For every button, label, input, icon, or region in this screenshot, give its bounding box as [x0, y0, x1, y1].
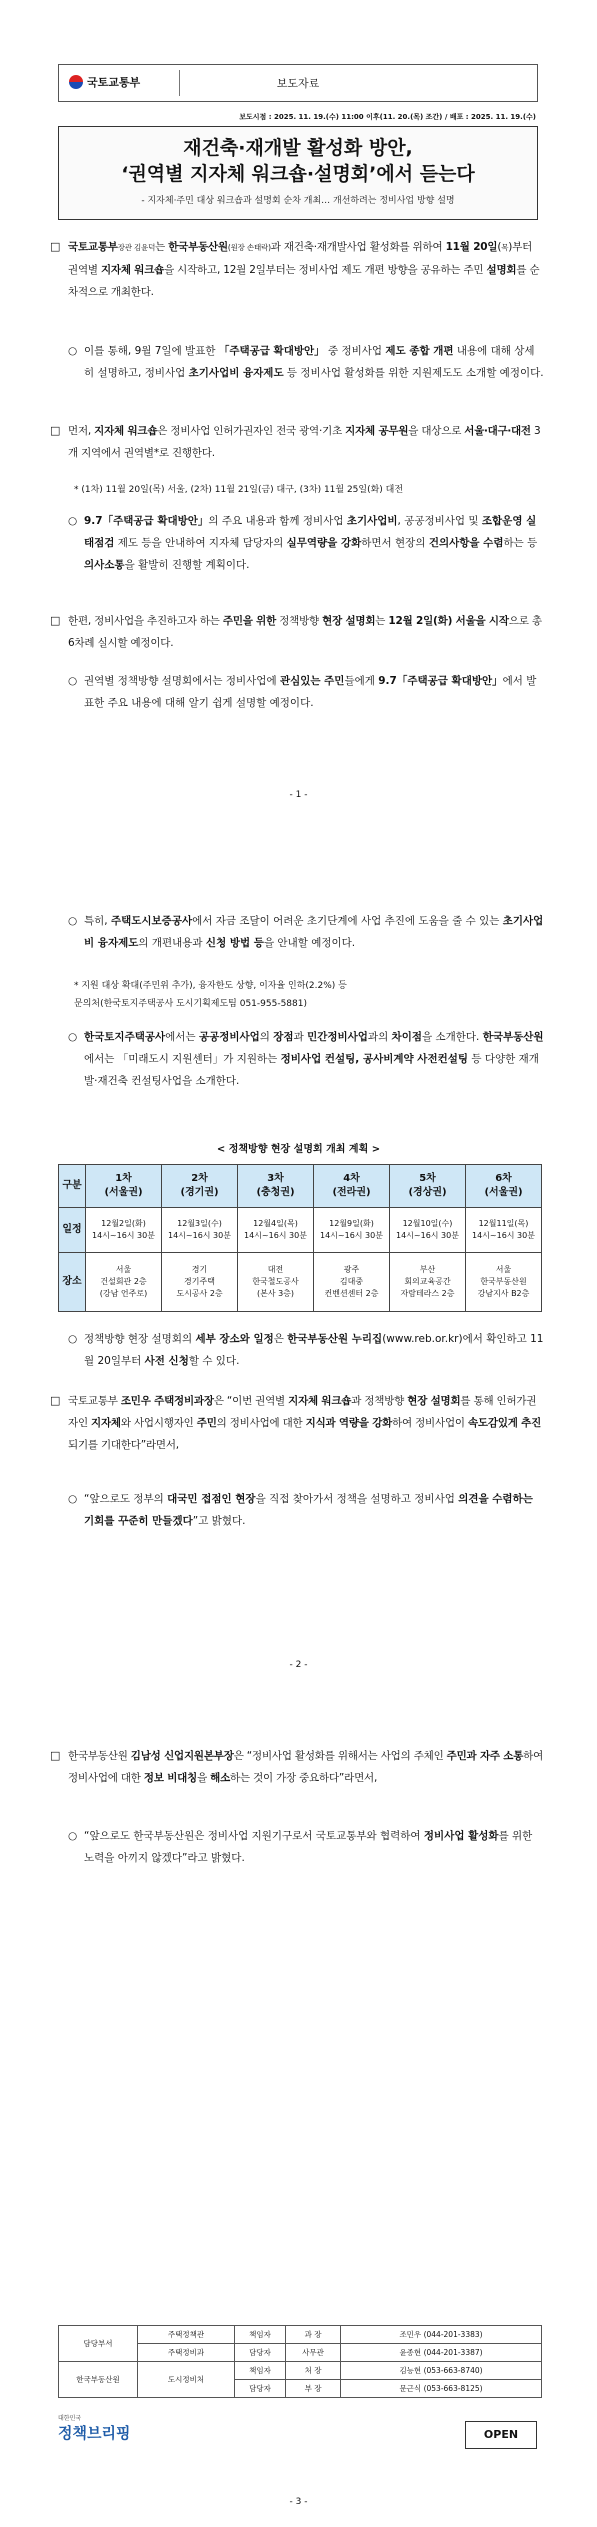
- section-1: □ 한국부동산원 김남성 신업지원본부장은 “정비사업 활성화를 위해서는 사업의 주체인 주민과 자주 소통하여 정비사업에 대한 정보 비대칭을 해소하는 것이 가장 중요하다”라면서,: [50, 1745, 544, 1789]
- square-bullet-icon: □: [50, 240, 61, 253]
- circle-bullet-icon: ○: [68, 675, 78, 687]
- table-header-cell: 구분: [59, 1165, 86, 1208]
- section-4: □ 국토교통부 조민우 주택정비과장은 “이번 권역별 지자체 워크숍과 정책방향 현장 설명회를 통해 인허가권자인 지자체와 사업시행자인 주민의 정비사업에 대한 지식과 역량을 강화하여 정비사업이 속도감있게 추진되기를 기대한다”라면서,: [50, 1390, 544, 1456]
- table-cell: 처 장: [286, 2362, 341, 2380]
- table-cell: 김능현 (053-663-8740): [341, 2362, 542, 2380]
- table-cell: 책임자: [235, 2362, 286, 2380]
- table-cell: 책임자: [235, 2326, 286, 2344]
- circle-bullet-icon: ○: [68, 515, 78, 527]
- square-bullet-icon: □: [50, 614, 61, 627]
- paragraph-3-sub: ○ 권역별 정책방향 설명회에서는 정비사업에 관심있는 주민들에게 9.7「주택공급 확대방안」에서 발표한 주요 내용에 대해 알기 쉽게 설명할 예정이다.: [68, 670, 544, 714]
- title-line-2: ‘권역별 지자체 워크숍·설명회’에서 듣는다: [121, 163, 475, 185]
- title-line-1: 재건축·재개발 활성화 방안,: [183, 137, 413, 159]
- table-cell: 경기 경기주택 도시공사 2층: [162, 1253, 238, 1312]
- table-cell: 담당자: [235, 2344, 286, 2362]
- circle-bullet-icon: ○: [68, 1031, 78, 1043]
- paragraph-3: □ 한편, 정비사업을 추진하고자 하는 주민을 위한 정책방향 현장 설명회는 12월 2일(화) 서울을 시작으로 총 6차례 실시할 예정이다.: [50, 610, 544, 654]
- table-cell: 12월4일(목) 14시~16시 30분: [238, 1208, 314, 1253]
- table-header-cell: 1차 (서울권): [86, 1165, 162, 1208]
- section-1-sub: ○ “앞으로도 한국부동산원은 정비사업 지원기구로서 국토교통부와 협력하여 정비사업 활성화를 위한 노력을 아끼지 않겠다”라고 밝혔다.: [68, 1825, 544, 1869]
- table-row: [59, 1208, 542, 1253]
- schedule-table: [58, 1164, 542, 1312]
- square-bullet-icon: □: [50, 424, 61, 437]
- title-box: [58, 126, 538, 220]
- ministry-logo: 국토교통부: [69, 74, 140, 90]
- table-cell: 사무관: [286, 2344, 341, 2362]
- subtitle: - 지자체·주민 대상 워크숍과 설명회 순차 개최… 개선하려는 정비사업 방향 설명: [141, 196, 455, 206]
- table-cell: 부 장: [286, 2380, 341, 2398]
- contacts-table: [58, 2325, 542, 2398]
- table-cell: 대전 한국철도공사 (본사 3층): [238, 1253, 314, 1312]
- table-cell: 주택정책관: [138, 2326, 235, 2344]
- section-4-sub: ○ “앞으로도 정부의 대국민 접점인 현장을 직접 찾아가서 정책을 설명하고 정비사업 의견을 수렴하는 기회를 꾸준히 만들겠다”고 밝혔다.: [68, 1488, 544, 1532]
- table-header-cell: 5차 (경상권): [390, 1165, 466, 1208]
- table-cell: 담당부서: [59, 2326, 138, 2362]
- table-cell: 도시정비처: [138, 2362, 235, 2398]
- table-header-cell: 6차 (서울권): [466, 1165, 542, 1208]
- paragraph-2-sub: ○ 9.7「주택공급 확대방안」의 주요 내용과 함께 정비사업 초기사업비, 공공정비사업 및 조합운영 실태점검 제도 등을 안내하여 지자체 담당자의 실무역량을 강화하면서 현장의 건의사항을 수렴하는 등 의사소통을 활발히 진행할 계획이다.: [68, 510, 544, 576]
- table-cell: 조민우 (044-201-3383): [341, 2326, 542, 2344]
- page-number: - 1 -: [289, 790, 308, 800]
- paragraph-2-note: * (1차) 11월 20일(목) 서울, (2차) 11월 21일(금) 대구, (3차) 11월 25일(화) 대전: [74, 485, 404, 495]
- embargo-line: 보도시점 : 2025. 11. 19.(수) 11:00 이후(11. 20.(목) 조간) / 배포 : 2025. 11. 19.(수): [239, 113, 536, 121]
- circle-bullet-icon: ○: [68, 345, 78, 357]
- section-3: ○ 정책방향 현장 설명회의 세부 장소와 일정은 한국부동산원 누리집(www.reb.or.kr)에서 확인하고 11월 20일부터 사전 신청할 수 있다.: [68, 1328, 544, 1372]
- paragraph-1-sub: ○ 이를 통해, 9월 7일에 발표한 「주택공급 확대방안」 중 정비사업 제도 종합 개편 내용에 대해 상세히 설명하고, 정비사업 초기사업비 융자제도 등 정비사업 활성화를 위한 지원제도도 소개할 예정이다.: [68, 340, 544, 384]
- table-row: [59, 1253, 542, 1312]
- table-title: < 정책방향 현장 설명회 개최 계획 >: [216, 1144, 381, 1155]
- table-cell: 서울 건설회관 2층 (강남 언주로): [86, 1253, 162, 1312]
- table-cell: 12월3일(수) 14시~16시 30분: [162, 1208, 238, 1253]
- table-header-cell: 3차 (충청권): [238, 1165, 314, 1208]
- table-row-header: 일정: [59, 1208, 86, 1253]
- table-cell: 윤종현 (044-201-3387): [341, 2344, 542, 2362]
- section-2: ○ 한국토지주택공사에서는 공공정비사업의 장점과 민간정비사업과의 차이점을 소개한다. 한국부동산원에서는 「미래도시 지원센터」가 지원하는 정비사업 컨설팅, 공사비계약 사전컨설팅 등 다양한 재개발‧재건축 컨설팅사업을 소개한다.: [68, 1026, 544, 1092]
- table-cell: 담당자: [235, 2380, 286, 2398]
- table-header-row: [59, 1165, 542, 1208]
- paragraph-1: □ 국토교통부장관 김윤덕는 한국부동산원(원장 손태락)과 재건축‧재개발사업 활성화를 위하여 11월 20일(목)부터 권역별 지자체 워크숍을 시작하고, 12월 2일부터는 정비사업 제도 개편 방향을 공유하는 주민 설명회를 순차적으로 개최한다.: [50, 236, 544, 303]
- table-cell: 부산 회의교육공간 자람테라스 2층: [390, 1253, 466, 1312]
- policy-briefing-logo: 대한민국 정책브리핑: [58, 2415, 131, 2442]
- section-1: ○ 특히, 주택도시보증공사에서 자금 조달이 어려운 초기단계에 사업 추진에 도움을 줄 수 있는 초기사업비 융자제도의 개편내용과 신청 방법 등을 안내할 예정이다.: [68, 910, 544, 954]
- table-cell: 과 장: [286, 2326, 341, 2344]
- page-number: - 2 -: [289, 1660, 308, 1670]
- paragraph-2: □ 먼저, 지자체 워크숍은 정비사업 인허가권자인 전국 광역‧기초 지자체 공무원을 대상으로 서울‧대구‧대전 3개 지역에서 권역별*로 진행한다.: [50, 420, 544, 464]
- section-1-note: * 지원 대상 확대(주민위 추가), 융자한도 상향, 이자율 인하(2.2%) 등: [74, 981, 347, 991]
- circle-bullet-icon: ○: [68, 915, 78, 927]
- table-cell: 12월9일(화) 14시~16시 30분: [314, 1208, 390, 1253]
- section-1-contact: 문의처(한국토지주택공사 도시기획제도팀 051-955-5881): [74, 999, 307, 1009]
- square-bullet-icon: □: [50, 1394, 61, 1407]
- table-header-cell: 4차 (전라권): [314, 1165, 390, 1208]
- table-header-cell: 2차 (경기권): [162, 1165, 238, 1208]
- table-cell: 주택정비과: [138, 2344, 235, 2362]
- page-1: [0, 0, 597, 830]
- table-row: [59, 2326, 542, 2344]
- square-bullet-icon: □: [50, 1749, 61, 1762]
- circle-bullet-icon: ○: [68, 1333, 78, 1345]
- table-cell: 12월11일(목) 14시~16시 30분: [466, 1208, 542, 1253]
- page-2: [0, 880, 597, 1710]
- table-cell: 광주 김대중 컨벤션센터 2층: [314, 1253, 390, 1312]
- page-number: - 3 -: [289, 2497, 308, 2507]
- doc-type: 보도자료: [276, 77, 320, 90]
- header-box: [58, 64, 538, 102]
- circle-bullet-icon: ○: [68, 1830, 78, 1842]
- table-cell: 문근식 (053-663-8125): [341, 2380, 542, 2398]
- table-cell: 12월10일(수) 14시~16시 30분: [390, 1208, 466, 1253]
- page-3: [0, 1745, 597, 2527]
- open-license-icon: OPEN: [465, 2421, 537, 2449]
- circle-bullet-icon: ○: [68, 1493, 78, 1505]
- table-cell: 한국부동산원: [59, 2362, 138, 2398]
- table-cell: 서울 한국부동산원 강남지사 B2층: [466, 1253, 542, 1312]
- table-cell: 12월2일(화) 14시~16시 30분: [86, 1208, 162, 1253]
- table-row-header: 장소: [59, 1253, 86, 1312]
- table-row: [59, 2362, 542, 2380]
